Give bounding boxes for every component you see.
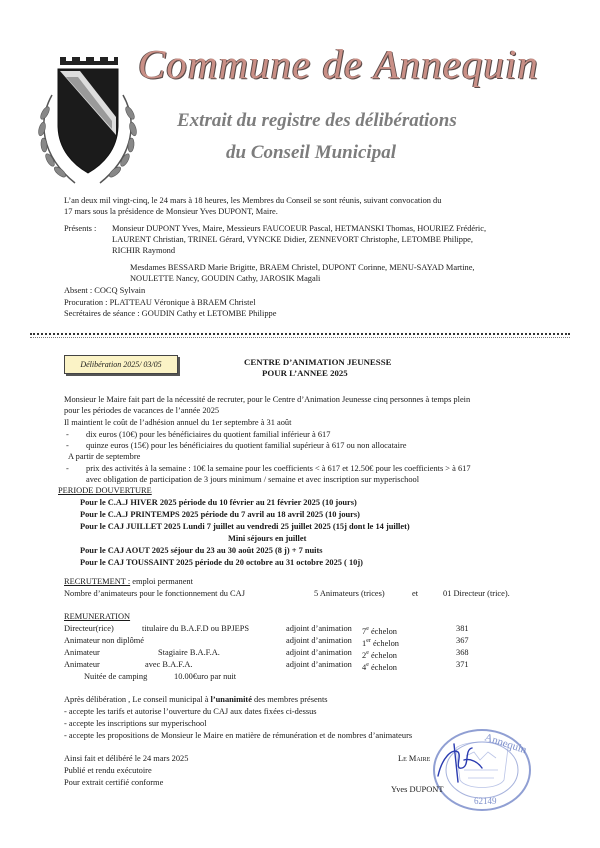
recruitment-label: RECRUTEMENT : xyxy=(64,577,131,586)
stamp-postcode: 62149 xyxy=(474,796,497,806)
presents-line: RICHIR Raymond xyxy=(112,246,176,255)
decision-item: - accepte les inscriptions sur myperischool xyxy=(64,719,207,728)
table-cell-role: Animateur xyxy=(64,648,100,657)
body-paragraph-line: A partir de septembre xyxy=(68,452,141,461)
registry-subtitle: Extrait du registre des délibérations xyxy=(177,110,457,131)
commune-title: Commune de Annequin xyxy=(138,41,539,87)
animateurs-count: 5 Animateurs (trices) xyxy=(314,589,385,598)
signatory-name: Yves DUPONT xyxy=(391,785,444,794)
coat-of-arms-icon xyxy=(30,55,145,195)
table-cell-echelon: 4e échelon xyxy=(362,662,397,672)
list-item: - quinze euros (15€) pour les bénéficiaires du quotient familial supérieur à 617 ou non allocataire xyxy=(86,441,406,452)
list-item-continued: avec obligation de participation de 3 jours minimum / semaine et avec inscription sur myperischool xyxy=(86,475,420,484)
recruitment-heading xyxy=(64,577,193,588)
table-cell-grade: adjoint d’animation xyxy=(286,660,352,669)
table-cell-role: Animateur non diplômé xyxy=(64,636,145,645)
decision-item: - accepte les propositions de Monsieur le Maire en matière de rémunération et de nombres d’animateurs xyxy=(64,731,413,740)
directeur-count: 01 Directeur (trice). xyxy=(443,589,510,598)
closing-line: Ainsi fait et délibéré le 24 mars 2025 xyxy=(64,754,189,763)
periods-heading: PERIODE DOUVERTURE xyxy=(58,486,152,495)
table-cell-index: 368 xyxy=(456,648,469,657)
table-cell-echelon: 1er échelon xyxy=(362,638,399,648)
body-paragraph-line: Il maintient le coût de l’adhésion annuel du 1er septembre à 31 août xyxy=(64,418,292,427)
procuration-line: Procuration : PLATTEAU Véronique à BRAEM Christel xyxy=(64,298,256,307)
table-cell-role: Animateur xyxy=(64,660,100,669)
body-paragraph-line: pour les périodes de vacances de l’année 2025 xyxy=(64,406,220,415)
recruitment-line: Nombre d’animateurs pour le fonctionnement du CAJ xyxy=(64,589,245,598)
intro-line-1: L’an deux mil vingt-cinq, le 24 mars à 18 heures, les Membres du Conseil se sont réunis, suivant convocation du xyxy=(64,196,442,205)
period-line: Mini séjours en juillet xyxy=(228,534,307,543)
signatory-title: Le Maire xyxy=(398,754,431,763)
list-item: - dix euros (10€) pour les bénéficiaires du quotient familial inférieur à 617 xyxy=(86,430,330,441)
table-cell-role: Directeur(rice) xyxy=(64,624,114,633)
table-cell-index: 381 xyxy=(456,624,469,633)
presents-line: LAURENT Christian, TRINEL Gérard, VYNCKE Didier, ZENNEVORT Christophe, LETOMBE Philippe, xyxy=(112,235,473,244)
decision-item: - accepte les tarifs et autorise l’ouverture du CAJ aux dates fixées ci-dessus xyxy=(64,707,317,716)
council-subtitle: du Conseil Municipal xyxy=(226,142,396,163)
list-item: - prix des activités à la semaine : 10€ la semaine pour les coefficients < à 617 et 12.50€ pour les coefficients > à 617 xyxy=(86,464,471,475)
table-cell-qualif: titulaire du B.A.F.D ou BPJEPS xyxy=(142,624,250,633)
table-cell-qualif: avec B.A.F.A. xyxy=(145,660,193,669)
separator-line xyxy=(30,337,570,338)
absent-line: Absent : COCQ Sylvain xyxy=(64,286,146,295)
table-cell-index: 371 xyxy=(456,660,469,669)
separator-line xyxy=(30,333,570,335)
presents-line: Mesdames BESSARD Marie Brigitte, BRAEM Christel, DUPONT Corinne, MENU-SAYAD Martine, xyxy=(130,263,475,272)
recruitment-value: emploi permanent xyxy=(130,577,193,586)
camping-label: Nuitée de camping xyxy=(84,672,148,681)
period-line: Pour le CAJ TOUSSAINT 2025 période du 20 octobre au 31 octobre 2025 ( 10j) xyxy=(80,558,363,567)
period-line: Pour le C.A.J HIVER 2025 période du 10 février au 21 février 2025 (10 jours) xyxy=(80,498,357,507)
period-line: Pour le CAJ AOUT 2025 séjour du 23 au 30 août 2025 (8 j) + 7 nuits xyxy=(80,546,323,555)
closing-line: Publié et rendu exécutoire xyxy=(64,766,152,775)
deliberation-title: CENTRE D’ANIMATION JEUNESSE xyxy=(244,357,392,367)
table-cell-grade: adjoint d’animation xyxy=(286,636,352,645)
deliberation-number-badge: Délibération 2025/ 03/05 xyxy=(64,355,178,374)
decision-line: Après délibération , Le conseil municipal à l’unanimité des membres présents xyxy=(64,695,328,704)
presents-label: Présents : xyxy=(64,224,97,233)
table-cell-echelon: 2e échelon xyxy=(362,650,397,660)
stamp-name: Annequin xyxy=(483,731,529,757)
secretaires-line: Secrétaires de séance : GOUDIN Cathy et LETOMBE Philippe xyxy=(64,309,277,318)
body-paragraph-line: Monsieur le Maire fait part de la nécessité de recruter, pour le Centre d’Animation Jeunesse cinq personnes à temps plein xyxy=(64,395,471,404)
table-cell-grade: adjoint d’animation xyxy=(286,624,352,633)
table-cell-echelon: 7e échelon xyxy=(362,626,397,636)
presents-line: NOULETTE Nancy, GOUDIN Cathy, JAROSIK Magali xyxy=(130,274,321,283)
table-cell-grade: adjoint d’animation xyxy=(286,648,352,657)
table-cell-index: 367 xyxy=(456,636,469,645)
period-line: Pour le CAJ JUILLET 2025 Lundi 7 juillet au vendredi 25 juillet 2025 (15j dont le 14 juillet) xyxy=(80,522,410,531)
presents-line: Monsieur DUPONT Yves, Maire, Messieurs FAUCOEUR Pascal, HETMANSKI Thomas, HOURIEZ Frédéric, xyxy=(112,224,487,233)
and-word: et xyxy=(412,589,419,598)
remuneration-heading: REMUNERATION xyxy=(64,612,131,621)
closing-line: Pour extrait certifié conforme xyxy=(64,778,164,787)
period-line: Pour le C.A.J PRINTEMPS 2025 période du 7 avril au 18 avril 2025 (10 jours) xyxy=(80,510,360,519)
intro-line-2: 17 mars sous la présidence de Monsieur Yves DUPONT, Maire. xyxy=(64,207,278,216)
table-cell-qualif: Stagiaire B.A.F.A. xyxy=(158,648,220,657)
deliberation-subtitle: POUR L’ANNEE 2025 xyxy=(262,368,348,378)
camping-value: 10.00€uro par nuit xyxy=(174,672,237,681)
